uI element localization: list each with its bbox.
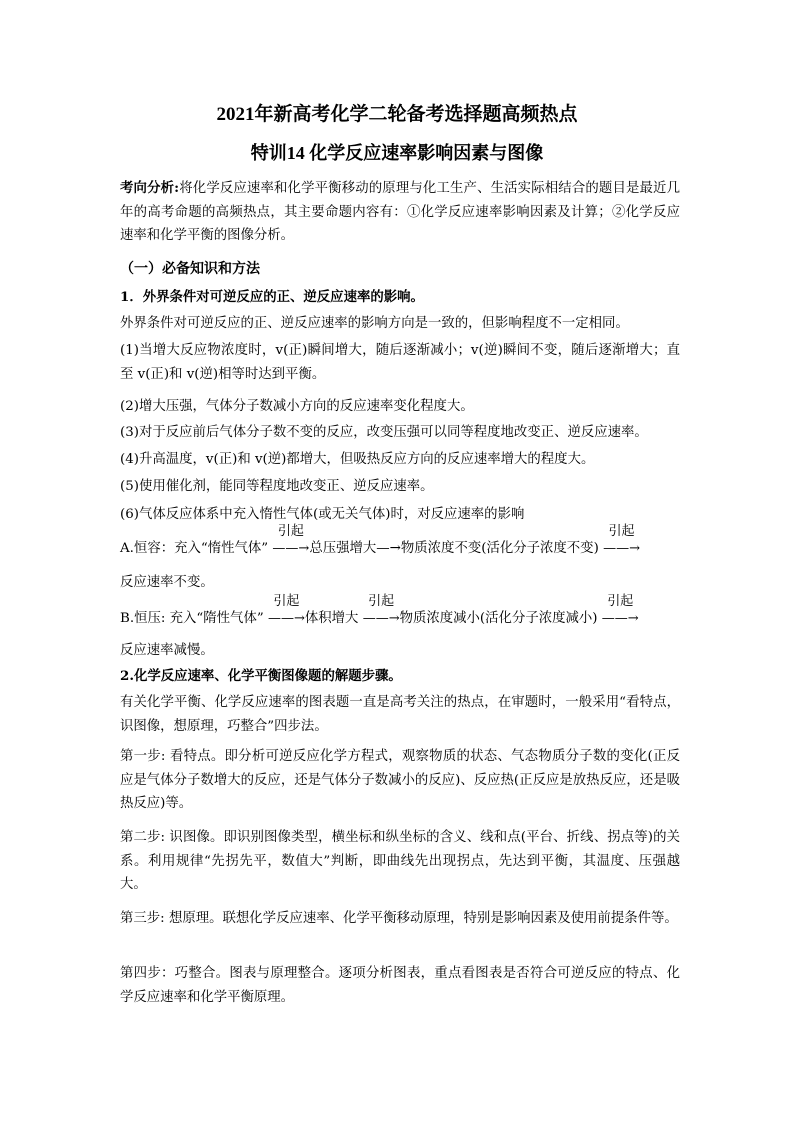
line-a	[120, 524, 640, 559]
line-b-part2: 体积增大	[304, 611, 359, 626]
line-a-result: 反应速率不变。	[120, 575, 214, 590]
step-3: 第三步: 想原理。联想化学反应速率、化学平衡移动原理，特别是影响因素及使用前提条件等。	[120, 911, 678, 926]
arrow-glyph: ——→	[267, 611, 305, 626]
document-subtitle: 特训14 化学反应速率影响因素与图像	[250, 143, 544, 163]
heading-2: 2.化学反应速率、化学平衡图像题的解题步骤。	[120, 668, 402, 684]
point-4: (4)升高温度，v(正)和 v(逆)都增大，但吸热反应方向的反应速率增大的程度大。	[120, 452, 595, 467]
arrow-label: 引起	[277, 524, 304, 539]
heading-2-paragraph: 有关化学平衡、化学反应速率的图表题一直是高考关注的热点，在审题时，一般采用“看特点，识图像，想原理，巧整合”四步法。	[120, 695, 680, 734]
arrow-glyph: ——→	[362, 611, 400, 626]
arrow-label: 引起	[368, 594, 395, 609]
arrow-label: 引起	[607, 594, 634, 609]
analysis-label: 考向分析:	[120, 180, 180, 196]
arrow-glyph: ——→	[603, 541, 640, 556]
line-a-part1: A.恒容：充入“惰性气体”	[120, 541, 269, 556]
point-1: (1)当增大反应物浓度时，v(正)瞬间增大，随后逐渐减小；v(逆)瞬间不变，随后逐渐增大；直至 v(正)和 v(逆)相等时达到平衡。	[120, 343, 680, 382]
intro-paragraph: 外界条件对可逆反应的正、逆反应速率的影响方向是一致的，但影响程度不一定相同。	[120, 316, 629, 331]
step-4: 第四步：巧整合。图表与原理整合。逐项分析图表，重点看图表是否符合可逆反应的特点、化学反应速率和化学平衡原理。	[120, 966, 680, 1005]
arrow-glyph: ——→	[272, 541, 310, 556]
arrow-label: 引起	[273, 594, 300, 609]
line-a-part2: 总压强增大—→物质浓度不变(活化分子浓度不变)	[309, 541, 599, 556]
causes-arrow	[272, 524, 310, 559]
line-b-part1: B.恒压: 充入“隋性气体”	[120, 611, 264, 626]
point-5: (5)使用催化剂，能同等程度地改变正、逆反应速率。	[120, 479, 434, 494]
step-1: 第一步: 看特点。即分析可逆反应化学方程式，观察物质的状态、气态物质分子数的变化(正反应是气体分子数增大的反应，还是气体分子数减小的反应)、反应热(正反应是放热反应，还是吸热反应)等。	[120, 749, 680, 811]
arrow-glyph: ——→	[601, 611, 639, 626]
line-b-result: 反应速率减慢。	[120, 643, 214, 658]
analysis-paragraph	[120, 177, 680, 248]
causes-arrow	[267, 594, 305, 629]
document-title: 2021年新高考化学二轮备考选择题高频热点	[216, 104, 578, 125]
analysis-text: 将化学反应速率和化学平衡移动的原理与化工生产、生活实际相结合的题目是最近几年的高考命题的高频热点，其主要命题内容有：①化学反应速率影响因素及计算；②化学反应速率和化学平衡的图像分析。	[120, 181, 680, 243]
arrow-label: 引起	[608, 524, 635, 539]
point-3: (3)对于反应前后气体分子数不变的反应，改变压强可以同等程度地改变正、逆反应速率。	[120, 425, 648, 440]
point-6: (6)气体反应体系中充入惰性气体(或无关气体)时，对反应速率的影响	[120, 507, 525, 522]
causes-arrow	[603, 524, 640, 559]
step-2: 第二步: 识图像。即识别图像类型，横坐标和纵坐标的含义、线和点(平台、折线、拐点等)的关系。利用规律“先拐先平，数值大”判断，即曲线先出现拐点，先达到平衡，其温度、压强越大。	[120, 830, 680, 892]
line-b	[120, 594, 639, 629]
causes-arrow	[362, 594, 400, 629]
causes-arrow	[601, 594, 639, 629]
section-heading: （一）必备知识和方法	[120, 261, 260, 277]
point-2: (2)增大压强，气体分子数减小方向的反应速率变化程度大。	[120, 399, 474, 414]
heading-1: 1．外界条件对可逆反应的正、逆反应速率的影响。	[120, 289, 424, 305]
line-b-part3: 物质浓度减小(活化分子浓度减小)	[399, 611, 598, 626]
